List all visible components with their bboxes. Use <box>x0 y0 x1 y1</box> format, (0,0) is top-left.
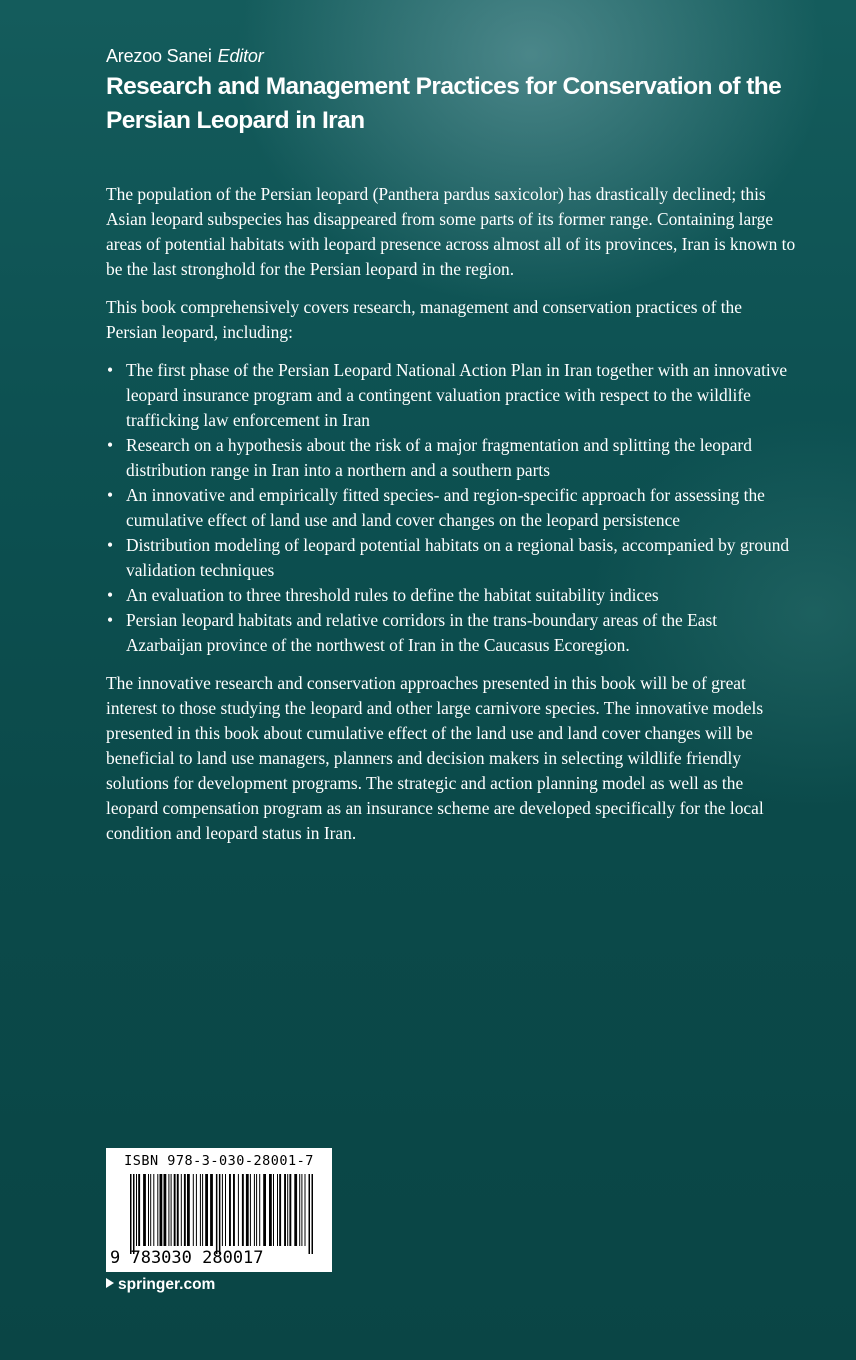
barcode-bar <box>222 1174 223 1246</box>
barcode-bar <box>312 1174 314 1254</box>
barcode-bar <box>196 1174 197 1246</box>
barcode-bar <box>269 1174 272 1246</box>
publisher-link[interactable]: springer.com <box>118 1276 216 1293</box>
barcode-bar <box>277 1174 278 1246</box>
barcode-bar <box>299 1174 300 1246</box>
list-item: • Persian leopard habitats and relative corridors in the trans-boundary areas of the East Azarbaijan province of the northwest of Iran in the Caucasus Ecoregion. <box>106 608 796 658</box>
barcode-bar <box>219 1174 221 1254</box>
barcode-bar <box>168 1174 169 1246</box>
barcode-bar <box>202 1174 203 1246</box>
list-item: • Research on a hypothesis about the risk of a major fragmentation and splitting the leopard distribution range in Iran into a northern and a southern parts <box>106 433 796 483</box>
barcode-bar <box>225 1174 226 1246</box>
cover-header <box>106 44 806 138</box>
barcode-bar <box>287 1174 288 1246</box>
barcode-bar <box>187 1174 190 1246</box>
barcode-bar <box>200 1174 201 1246</box>
topic-list <box>106 358 796 658</box>
publisher-footer <box>106 1276 215 1294</box>
barcode-bar <box>210 1174 213 1246</box>
barcode-bar <box>242 1174 244 1246</box>
barcode-bar <box>289 1174 291 1246</box>
barcode-bar <box>301 1174 302 1246</box>
blurb-paragraph-2: This book comprehensively covers research, management and conservation practices of the Persian leopard, including: <box>106 297 742 342</box>
arrow-right-icon <box>106 1278 114 1288</box>
barcode-bar <box>250 1174 251 1246</box>
barcode-bar <box>184 1174 186 1246</box>
blurb <box>106 182 796 859</box>
barcode-bar <box>164 1174 167 1246</box>
isbn-barcode-box <box>106 1148 332 1272</box>
barcode-bar <box>246 1174 249 1246</box>
barcode-bar <box>233 1174 235 1246</box>
barcode-bars <box>120 1174 320 1254</box>
editor-line <box>106 44 806 68</box>
barcode-bar <box>130 1174 132 1254</box>
barcode-bar <box>284 1174 286 1246</box>
blurb-paragraph-3: The innovative research and conservation approaches presented in this book will be of great interest to those studying the leopard and other large carnivore species. The innovative models presented in this book about cumulative effect of the land use and land cover changes will be beneficial to land use managers, planners and decision makers in selecting wildlife friendly solutions for development programs. The strategic and action planning model as well as the leopard compensation program as an insurance scheme are developed specifically for the local condition and leopard status in Iran. <box>106 673 764 843</box>
barcode-bar <box>136 1174 137 1246</box>
barcode-bar <box>273 1174 274 1246</box>
barcode-bar <box>160 1174 163 1246</box>
list-item: • An innovative and empirically fitted species- and region-specific approach for assessing the cumulative effect of land use and land cover changes on the leopard persistence <box>106 483 796 533</box>
barcode-bar <box>193 1174 194 1246</box>
barcode-bar <box>238 1174 239 1246</box>
blurb-paragraph-1: The population of the Persian leopard (Panthera pardus saxicolor) has drastically declined; this Asian leopard subspecies has disappeared from some parts of its former range. Containing large areas of potential habitats with leopard presence across almost all of its provinces, Iran is known to be the last stronghold for the Persian leopard in the region. <box>106 184 796 279</box>
book-title: Research and Management Practices for Conservation of the Persian Leopard in Iran <box>106 73 782 134</box>
editor-name: Arezoo Sanei <box>106 46 212 66</box>
isbn-text: ISBN 978-3-030-28001-7 <box>124 1153 314 1169</box>
barcode-bar <box>254 1174 255 1246</box>
barcode-bar <box>256 1174 257 1246</box>
barcode-bar <box>229 1174 231 1246</box>
barcode-bar <box>294 1174 297 1246</box>
barcode-bar <box>150 1174 151 1246</box>
barcode-bar <box>259 1174 260 1246</box>
barcode-bar <box>157 1174 158 1246</box>
barcode-bar <box>279 1174 281 1246</box>
barcode-bar <box>263 1174 266 1246</box>
barcode-bar <box>309 1174 311 1254</box>
list-item: • An evaluation to three threshold rules to define the habitat suitability indices <box>106 583 796 608</box>
barcode-bar <box>181 1174 182 1246</box>
barcode-bar <box>305 1174 306 1246</box>
barcode-bar <box>205 1174 208 1246</box>
barcode-bar <box>153 1174 154 1246</box>
barcode-bar <box>148 1174 149 1246</box>
barcode-digits: 9 783030 280017 <box>110 1248 264 1268</box>
barcode-bar <box>216 1174 218 1254</box>
barcode-bar <box>138 1174 140 1246</box>
editor-role: Editor <box>217 46 264 66</box>
barcode-bar <box>133 1174 135 1254</box>
barcode-bar <box>143 1174 146 1246</box>
list-item: • The first phase of the Persian Leopard National Action Plan in Iran together with an innovative leopard insurance program and a contingent valuation practice with respect to the wildlife trafficking law enforcement in Iran <box>106 358 796 433</box>
list-item: • Distribution modeling of leopard potential habitats on a regional basis, accompanied by ground validation techniques <box>106 533 796 583</box>
barcode-bar <box>171 1174 172 1246</box>
barcode-bar <box>174 1174 176 1246</box>
barcode-bar <box>177 1174 179 1246</box>
